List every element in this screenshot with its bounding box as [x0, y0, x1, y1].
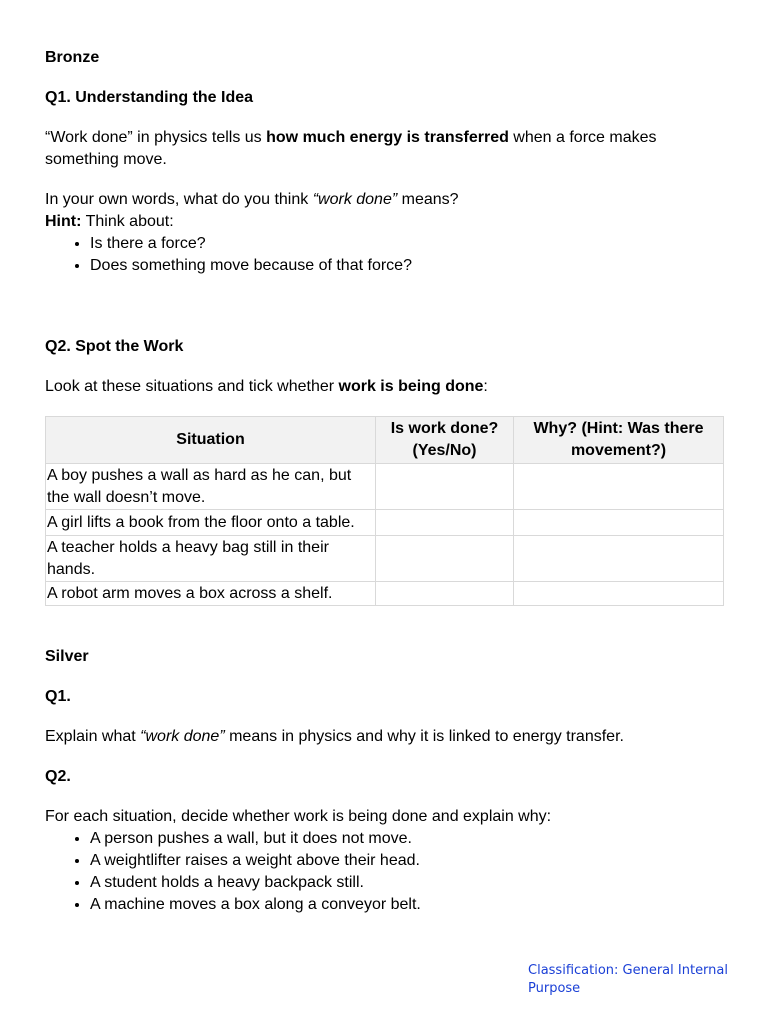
work-situations-table [45, 416, 724, 606]
list-item: • A student holds a heavy backpack still. [90, 872, 725, 894]
bronze-heading: Bronze [45, 49, 100, 66]
list-item: • A person pushes a wall, but it does not move. [90, 828, 725, 850]
bronze-q1-question [45, 189, 725, 211]
table-row [46, 464, 724, 510]
header-why: Why? (Hint: Was there movement?) [514, 417, 724, 464]
bronze-q1-hint [45, 211, 725, 233]
question-text: Explain what [45, 728, 141, 745]
table-row [46, 582, 724, 606]
answer-cell[interactable] [376, 536, 514, 582]
silver-q1-text [45, 726, 725, 748]
silver-q1-title: Q1. [45, 688, 71, 705]
table-row [46, 536, 724, 582]
bronze-q2-title: Q2. Spot the Work [45, 338, 184, 355]
reason-cell[interactable] [514, 464, 724, 510]
intro-text: “Work done” in physics tells us [45, 129, 267, 146]
intro-text-end: : [483, 378, 488, 395]
list-item: • A weightlifter raises a weight above their head. [90, 850, 725, 872]
table-header-row [46, 417, 724, 464]
situation-cell: A girl lifts a book from the floor onto a table. [46, 510, 376, 536]
question-text: In your own words, what do you think [45, 191, 313, 208]
bronze-q1-title: Q1. Understanding the Idea [45, 89, 254, 106]
classification-label: Classification: General Internal Purpose [528, 963, 728, 996]
reason-cell[interactable] [514, 510, 724, 536]
silver-q2-title: Q2. [45, 768, 71, 785]
reason-cell[interactable] [514, 536, 724, 582]
situation-cell: A robot arm moves a box across a shelf. [46, 582, 376, 606]
intro-bold-text: how much energy is transferred [266, 129, 509, 146]
list-item: • A machine moves a box along a conveyor belt. [90, 894, 725, 916]
situation-cell: A teacher holds a heavy bag still in their hands. [46, 536, 376, 582]
header-is-work-done: Is work done? (Yes/No) [376, 417, 514, 464]
question-text-end: means in physics and why it is linked to energy transfer. [224, 728, 624, 745]
silver-q2-bullet-list [45, 828, 725, 916]
question-text-end: means? [397, 191, 459, 208]
bronze-q2-intro [45, 376, 725, 398]
silver-heading: Silver [45, 648, 89, 665]
hint-text: Think about: [81, 213, 174, 230]
list-item: • Is there a force? [90, 233, 725, 255]
answer-cell[interactable] [376, 582, 514, 606]
document-page [45, 47, 725, 916]
header-situation: Situation [46, 417, 376, 464]
bronze-q1-intro [45, 127, 725, 171]
list-item: • Does something move because of that force? [90, 255, 725, 277]
silver-q2-text: For each situation, decide whether work is being done and explain why: [45, 808, 552, 825]
situation-cell: A boy pushes a wall as hard as he can, but the wall doesn’t move. [46, 464, 376, 510]
hint-label: Hint: [45, 213, 82, 230]
intro-bold-text: work is being done [338, 378, 484, 395]
question-italic-text: “work done” [140, 728, 225, 745]
bronze-q1-bullet-list [45, 233, 725, 277]
question-italic-text: “work done” [312, 191, 398, 208]
answer-cell[interactable] [376, 464, 514, 510]
intro-text: Look at these situations and tick whether [45, 378, 339, 395]
reason-cell[interactable] [514, 582, 724, 606]
answer-cell[interactable] [376, 510, 514, 536]
table-row [46, 510, 724, 536]
intro-text-end: when a force makes something move. [45, 129, 657, 168]
